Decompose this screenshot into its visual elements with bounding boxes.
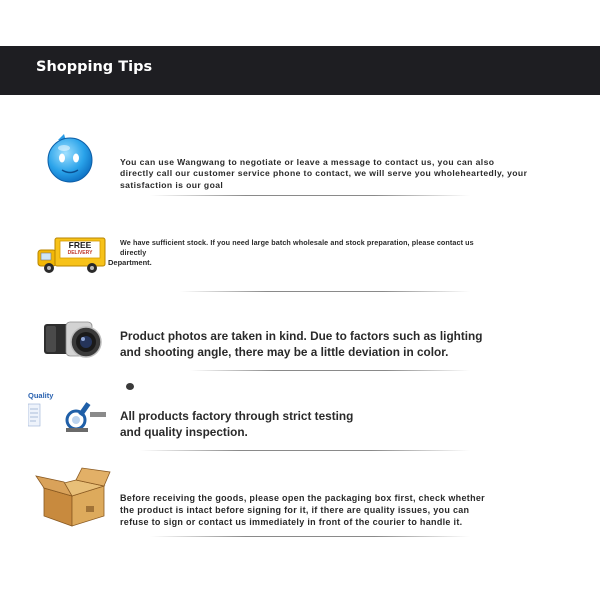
tip-4-divider xyxy=(140,450,470,451)
tip-3-divider xyxy=(190,370,470,371)
small-lens-icon xyxy=(126,383,134,390)
tip-4-text: All products factory through strict testing and quality inspection. xyxy=(120,409,354,439)
tip-2-divider xyxy=(180,291,470,292)
tip-1-divider xyxy=(150,195,470,196)
tip-1-text: You can use Wangwang to negotiate or leave a message to contact us, you can also directly call our customer service phone to contact, we will serve you wholeheartedly, your satisfaction is our goal xyxy=(120,157,528,190)
tip-3-text: Product photos are taken in kind. Due to factors such as lighting and shooting angle, there may be a little deviation in color. xyxy=(120,329,483,359)
page-header xyxy=(0,46,600,95)
tip-2-text-extra: Department. xyxy=(108,258,152,267)
wangwang-chat-icon xyxy=(44,132,96,184)
quality-label: Quality xyxy=(28,391,54,400)
free-delivery-truck-icon xyxy=(36,236,108,276)
tip-2-text: We have sufficient stock. If you need large batch wholesale and stock preparation, please contact us directly xyxy=(120,238,474,258)
quality-inspection-icon xyxy=(28,398,112,434)
free-badge-line1: FREE xyxy=(68,240,92,250)
cardboard-box-icon xyxy=(34,466,112,528)
page-title: Shopping Tips xyxy=(36,59,153,75)
tip-5-divider xyxy=(150,536,470,537)
camera-icon xyxy=(42,318,104,360)
free-badge-line2: DELIVERY xyxy=(67,250,93,256)
tip-5-text: Before receiving the goods, please open the packaging box first, check whether the product is intact before signing for it, if there are quality issues, you can refuse to sign or contact us immediately in front of the courier to handle it. xyxy=(120,493,485,527)
